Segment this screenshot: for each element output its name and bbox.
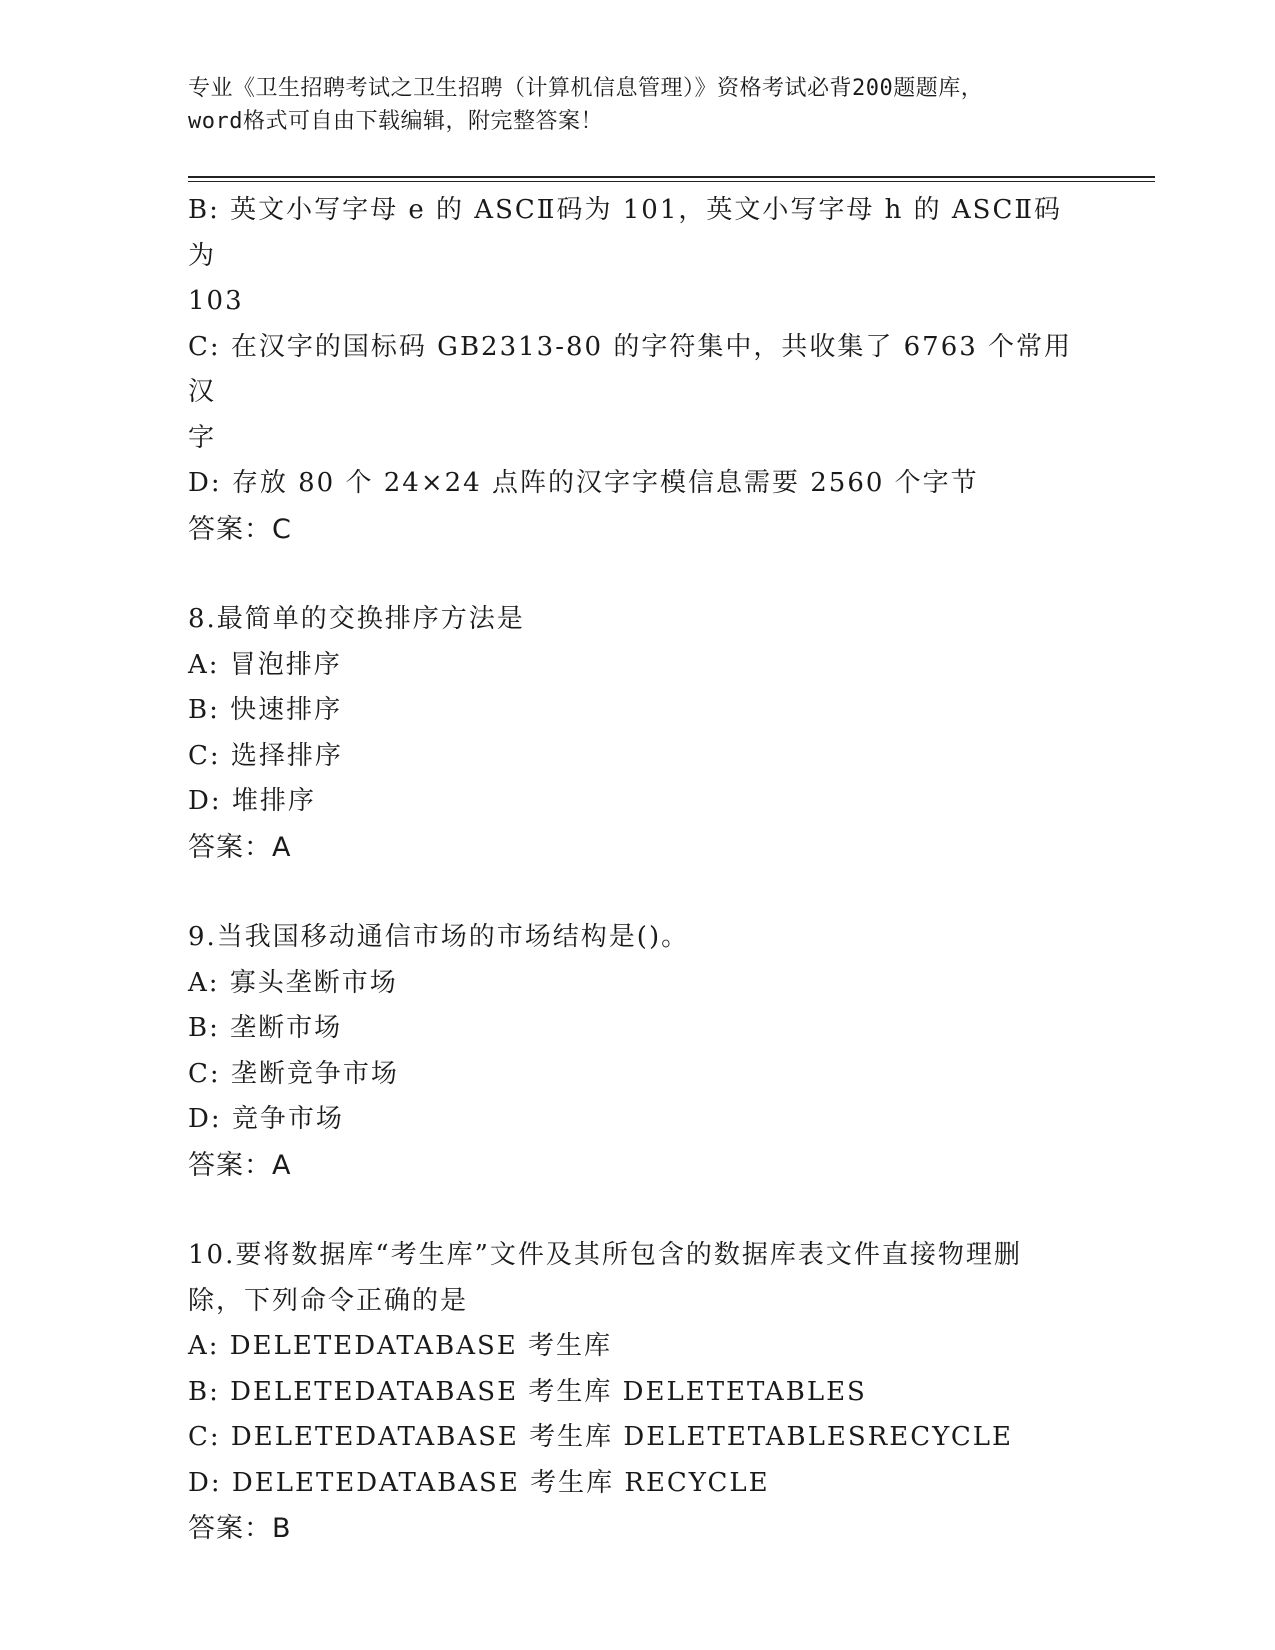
option-d: D: 堆排序 (188, 786, 316, 816)
header-line-2: word格式可自由下载编辑，附完整答案！ (188, 109, 603, 134)
question-content (188, 188, 1078, 1552)
option-b: B: 垄断市场 (188, 1013, 343, 1043)
option-d: D: DELETEDATABASE 考生库 RECYCLE (188, 1467, 770, 1498)
page-header (188, 72, 1088, 138)
question-stem-line-1: 10.要将数据库“考生库”文件及其所包含的数据库表文件直接物理删 (188, 1240, 1022, 1270)
previous-question-block (188, 188, 1078, 552)
question-stem-line-2: 除，下列命令正确的是 (188, 1285, 469, 1316)
question-block-9 (188, 915, 1078, 1188)
spacer (188, 552, 1078, 597)
option-d: D: 竞争市场 (188, 1104, 344, 1134)
option-c-line-1: C: 在汉字的国标码 GB2313-80 的字符集中，共收集了 6763 个常用汉 (188, 331, 1073, 407)
header-divider-thick (188, 176, 1155, 178)
header-line-1: 专业《卫生招聘考试之卫生招聘（计算机信息管理）》资格考试必背200题题库， (188, 76, 984, 101)
option-b: B: 快速排序 (188, 695, 343, 725)
option-c-line-2: 字 (188, 422, 217, 453)
option-d: D: 存放 80 个 24×24 点阵的汉字字模信息需要 2560 个字节 (188, 468, 979, 498)
answer: 答案：A (188, 1149, 292, 1181)
option-b-line-2: 103 (188, 286, 244, 316)
option-b-line-1: B: 英文小写字母 e 的 ASCⅡ码为 101，英文小写字母 h 的 ASCⅡ码为 (188, 195, 1063, 271)
answer: 答案：C (188, 513, 292, 545)
spacer (188, 870, 1078, 915)
question-stem: 9.当我国移动通信市场的市场结构是()。 (188, 922, 690, 952)
question-block-8 (188, 597, 1078, 870)
option-a: A: 冒泡排序 (188, 649, 342, 680)
option-a: A: 寡头垄断市场 (188, 967, 398, 998)
header-divider-thin (188, 181, 1155, 182)
option-a: A: DELETEDATABASE 考生库 (188, 1331, 613, 1361)
question-stem: 8.最简单的交换排序方法是 (188, 604, 525, 634)
question-block-10 (188, 1233, 1078, 1552)
option-c: C: 垄断竞争市场 (188, 1058, 399, 1089)
option-b: B: DELETEDATABASE 考生库 DELETETABLES (188, 1376, 867, 1407)
answer: 答案：B (188, 1513, 292, 1544)
option-c: C: DELETEDATABASE 考生库 DELETETABLESRECYCLE (188, 1422, 1013, 1452)
answer: 答案：A (188, 831, 292, 863)
option-c: C: 选择排序 (188, 740, 343, 771)
spacer (188, 1188, 1078, 1233)
